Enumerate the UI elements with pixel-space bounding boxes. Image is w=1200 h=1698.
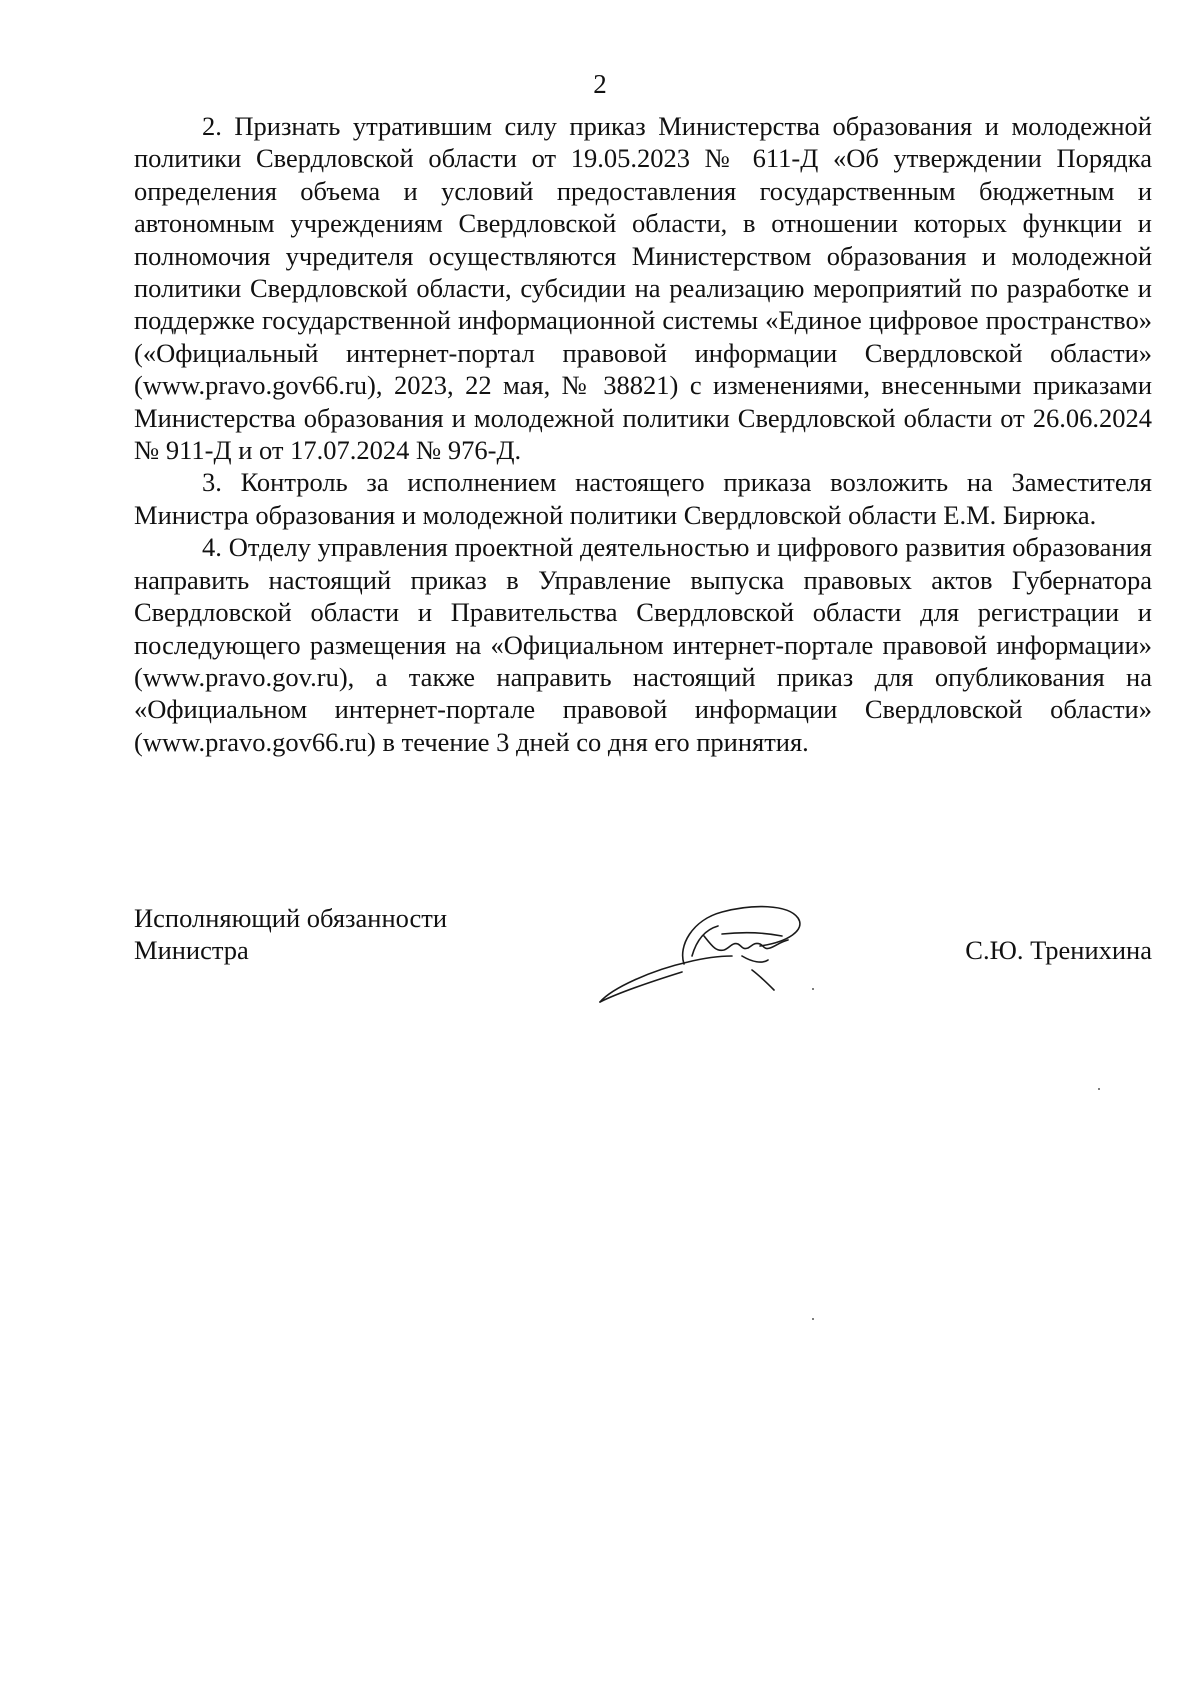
document-body bbox=[134, 110, 1152, 758]
paragraph-3: 3. Контроль за исполнением настоящего приказа возложить на Заместителя Министра образования и молодежной политики Свердловской области Е.М. Бирюка. bbox=[134, 467, 1152, 530]
page-number: 2 bbox=[593, 69, 607, 99]
paragraph-2: 2. Признать утратившим силу приказ Министерства образования и молодежной политики Свердловской области от 19.05.2023 № 611-Д «Об утверждении Порядка определения объема и условий предоставления государственным бюджетным и автономным учреждениям Свердловской области, в отношении которых функции и полномочия учредителя осуществляются Министерством образования и молодежной политики Свердловской области, субсидии на реализацию мероприятий по разработке и поддержке государственной информационной системы «Единое цифровое пространство» («Официальный интернет-портал правовой информации Свердловской области» (www.pravo.gov66.ru), 2023, 22 мая, № 38821) с изменениями, внесенными приказами Министерства образования и молодежной политики Свердловской области от 26.06.2024 № 911-Д и от 17.07.2024 № 976-Д. bbox=[134, 111, 1152, 466]
signer-name: С.Ю. Тренихина bbox=[965, 935, 1152, 965]
signer-position-line-2: Министра bbox=[134, 935, 249, 966]
handwritten-signature-icon bbox=[592, 890, 842, 1010]
signer-position-line-1: Исполняющий обязанности bbox=[134, 903, 448, 933]
paragraph-4: 4. Отделу управления проектной деятельностью и цифрового развития образования направить настоящий приказ в Управление выпуска правовых актов Губернатора Свердловской области и Правительства Свердловской области для регистрации и последующего размещения на «Официальном интернет-портале правовой информации» (www.pravo.gov.ru), а также направить настоящий приказ для опубликования на «Официальном интернет-портале правовой информации Свердловской области» (www.pravo.gov66.ru) в течение 3 дней со дня его принятия. bbox=[134, 532, 1152, 757]
scan-speck bbox=[812, 988, 814, 990]
signature-block bbox=[134, 902, 1152, 1032]
scan-speck bbox=[1098, 1088, 1100, 1090]
scan-speck bbox=[812, 1318, 814, 1320]
signer-position bbox=[134, 902, 554, 967]
